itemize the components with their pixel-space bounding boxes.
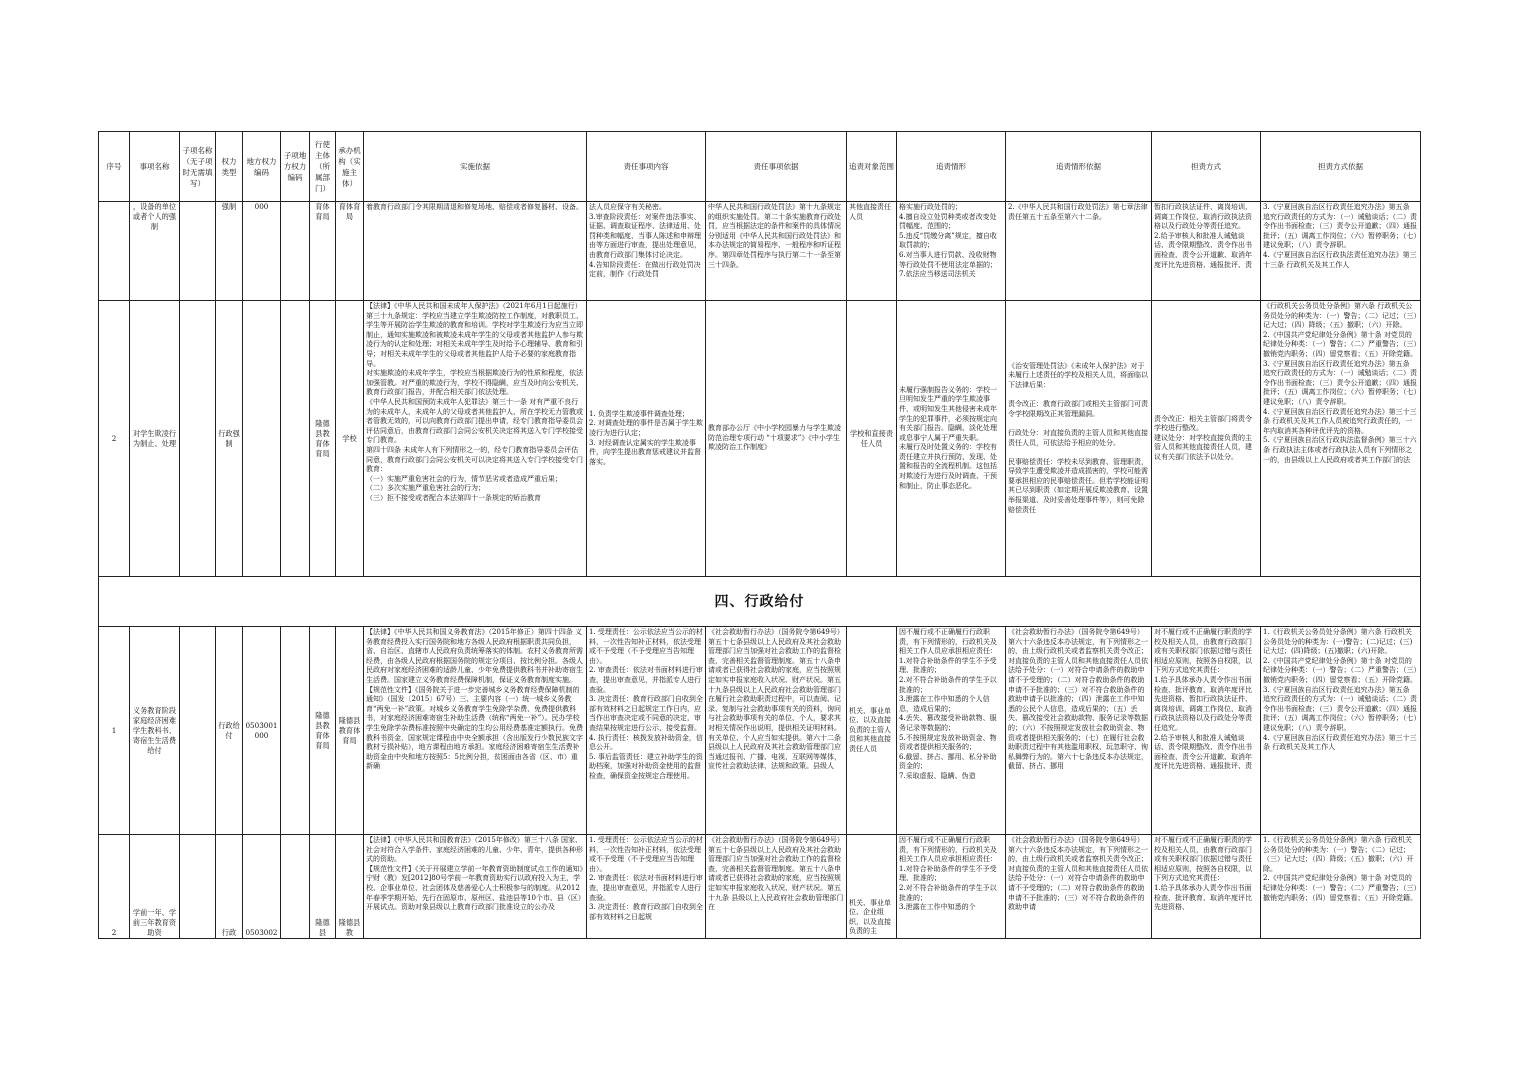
cell-power-type: 行政强制 <box>216 301 243 577</box>
cell-basis <box>364 301 587 577</box>
header-agency: 承办机构（实施主体） <box>336 132 364 202</box>
cell-basis-text: 【法律】《中华人民共和国未成年人保护法》（2021年6月1日起施行）第三十九条规定：学校应当建立学生欺凌防控工作制度，对教职员工、学生等开展防治学生欺凌的教育和培训。学校对学生欺凌行为应当立即制止，通知实施欺凌和被欺凌未成年学生的父母或者其他监护人参与欺凌行为的认定和处理；对相关未成年学生及时给予心理辅导、教育和引导；对相关未成年学生的父母或者其他监护人给予必要的家庭教育指导。 对实施欺凌的未成年学生，学校应当根据欺凌行为的性质和程度，依法加强管教。对严重的欺凌行为，学校不得隐瞒，应当及时向公安机关、教育行政部门报告，并配合相关部门依法处理。 《中华人民共和国预防未成年人犯罪法》第三十一条 对有严重不良行为的未成年人，未成年人的父母或者其他监护人、所在学校无力管教或者管教无效的，可以向教育行政部门提出申请，经专门教育指导委员会评估同意后，由教育行政部门会同公安机关决定将其送入专门学校接受专门教育。 第四十四条 未成年人有下列情形之一的，经专门教育指导委员会评估同意，教育行政部门会同公安机关可以决定将其送入专门学校接受专门教育： （一）实施严重危害社会的行为，情节恶劣或者造成严重后果； （二）多次实施严重危害社会的行为； （三）拒不接受或者配合本法第四十一条规定的矫治教育 <box>366 302 583 502</box>
cell-duty-content <box>587 301 706 577</box>
cell-duty-basis <box>706 301 847 577</box>
cell-situation <box>897 202 1006 301</box>
cell-situation-basis-text: 《治安管理处罚法》《未成年人保护法》对于未履行上述责任的学校及相关人员，将面临以下法律后果： 责令改正：教育行政部门或相关主管部门可责令学校限期改正其管理漏洞。 行政处分：对直接负责的主管人员和其他直接责任人员，可依法给予相应的处分。 民事赔偿责任：学校未尽到教育、管理职责，导致学生遭受欺凌并造成损害的，学校可能需要承担相应的民事赔偿责任。但若学校能证明其已尽到职责（如定期开展反欺凌教育、设置举报渠道、及时妥善处理事件等），则可免除赔偿责任 <box>1008 361 1148 514</box>
cell-basis-text: 【法律】《中华人民共和国义务教育法》（2015年修正）第四十四条 义务教育经费投入实行国务院和地方各级人民政府根据职责共同负担，省、自治区、直辖市人民政府负责统筹落实的体制。农村义务教育所需经费，由各级人民政府根据国务院的规定分项目、按比例分担。各级人民政府对家庭经济困难的适龄儿童、少年免费提供教科书并补助寄宿生生活费。国家建立义务教育经费保障机制，保证义务教育制度实施。 【规范性文件】《国务院关于进一步完善城乡义务教育经费保障机制的通知》（国发〔2015〕67号）三、主要内容（一）统一城乡义务教育“两免一补”政策。对城乡义务教育学生免除学杂费、免费提供教科书，对家庭经济困难寄宿生补助生活费（统称“两免一补”）。民办学校学生免除学杂费标准按照中央确定的生均公用经费基准定额执行。免费教科书资金，国家规定课程由中央全额承担（含出版发行少数民族文字教材亏损补贴），地方课程由地方承担。家庭经济困难寄宿生生活费补助资金由中央和地方按照5：5比例分担，贫困面由各省（区、市）重新确 <box>366 628 583 771</box>
cell-agency: 育体育局 <box>336 202 364 301</box>
cell-duty-content-text: 1. 受理责任：公示依法应当公示的材料，一次性告知补正材料，依法受理或不予受理（不予受理应当告知理由）。 2. 审查责任：依法对书面材料进行审查，提出审查意见，并指派专人进行查验。 3. 决定责任：教育行政部门自收到全部有效材料之日起规定工作日内，应当作出审查决定或不同意的决定，审查结果按规定进行公示，接受监督。 4. 执行责任：核拨发放补助资金，信息公开。 5. 事后监管责任：建立补助学生的资助档案，加强对补助资金使用的监督检查，确保资金按规定合理使用。 <box>589 628 703 780</box>
cell-situation-basis <box>1006 835 1152 939</box>
cell-duty-content-text: 法人员应保守有关秘密。 3.审查阶段责任：对案件违法事实、证据、调查取证程序、法律适用、处罚种类和幅度、当事人陈述和申辩理由等方面进行审查，提出处理意见，由教育行政部门集体讨论决定。 4.告知阶段责任：在做出行政处罚决定前，制作《行政处罚 <box>589 203 701 279</box>
cell-basis-text: 着教育行政部门令其限期清退和修复场地、赔偿或者修复器材、设备。 <box>366 203 583 211</box>
cell-target-text: 机关、事业单位、以及直接负责的主管人员和其他直接责任人员 <box>849 706 891 753</box>
cell-sub-item <box>180 627 216 835</box>
power-list-table <box>98 131 1421 939</box>
header-row <box>99 132 1421 202</box>
header-sub-code: 子项地方权力编码 <box>281 132 310 202</box>
cell-duty-basis-text: 中华人民共和国行政处罚法》第十九条规定的组织实施处罚。第二十条实施教育行政处罚，应当根据法定的条件和案件的具体情况分别适用《中华人民共和国行政处罚法》和本办法规定的简易程序、一般程序和听证程序。第四章处罚程序与执行第二十一条至第三十四条。 <box>708 203 841 269</box>
cell-target <box>847 202 897 301</box>
cell-method <box>1152 202 1261 301</box>
cell-target-text: 机关、事业单位、企业组织，以及直接负责的主 <box>849 898 891 936</box>
cell-seq: 2 <box>99 301 130 577</box>
cell-agency: 学校 <box>336 301 364 577</box>
cell-duty-basis <box>706 202 847 301</box>
cell-sub-code <box>281 202 310 301</box>
cell-method-basis <box>1261 835 1421 939</box>
cell-situation-basis <box>1006 301 1152 577</box>
header-subject: 行使主体（所属部门） <box>310 132 336 202</box>
cell-item-name: 对学生欺凌行为制止、处理 <box>130 301 180 577</box>
cell-method <box>1152 301 1261 577</box>
header-situation-basis: 追责情形依据 <box>1006 132 1152 202</box>
header-duty-content: 责任事项内容 <box>587 132 706 202</box>
cell-subject: 隆德县 <box>310 835 336 939</box>
cell-basis <box>364 835 587 939</box>
cell-duty-basis-text: 《社会救助暂行办法》（国务院令第649号）第五十七条县级以上人民政府及其社会救助管理部门应当加强对社会救助工作的监督检查，完善相关监督管理制度。第五十八条申请或者已获得社会救助的家庭，应当按照规定如实申报家庭收入状况、财产状况。第五十九条县级以上人民政府社会救助管理部门在履行社会救助职责过程中，可以查阅、记录、复制与社会救助事项有关的资料，询问与社会救助事项有关的单位、个人，要求其对相关情况作出说明，提供相关证明材料。有关单位、个人应当如实提供。第六十二条县级以上人民政府及其社会救助管理部门应当通过报刊、广播、电视、互联网等媒体，宣传社会救助法律、法规和政策。县级人 <box>708 628 844 771</box>
cell-situation-text: 因不履行或不正确履行行政职责，有下列情形的，行政机关及相关工作人员应承担相应责任： 1.对符合补助条件的学生不予受理、批准的； 2.对不符合补助条件的学生予以批准的； 3.泄露在工作中知悉的个人信息，造成后果的； 4.丢失、篡改接受补助款物、服务记录等数据的； 5.不按照规定发放补助资金、物资或者提供相关服务的； 6.截留、挤占、挪用、私分补助资金的； 7.采取虚报、隐瞒、伪造 <box>899 628 997 780</box>
cell-method-text: 对不履行或不正确履行职责的学校及相关人员，由教育行政部门或有关职权部门依据过错与责任相适应原则，按照各自权限，以下列方式追究其责任： 1.给予具体承办人责令作出书面检查、批评教育、取消年度评比先进资格、暂扣行政执法证件、离岗培训、调离工作岗位、取消行政执法资格以及行政处分等责任追究。 2.给予审核人和批准人诫勉谈话、责令限期整改、责令作出书面检查、责令公开道歉、取消年度评比先进资格、通报批评、责 <box>1154 628 1252 771</box>
header-situation: 追责情形 <box>897 132 1006 202</box>
cell-sub-code <box>281 627 310 835</box>
cell-subject: 隆德县教育体育局 <box>310 627 336 835</box>
cell-situation-basis <box>1006 202 1152 301</box>
cell-agency: 隆德县教育体育局 <box>336 627 364 835</box>
cell-subject: 育体育局 <box>310 202 336 301</box>
cell-seq: 2 <box>99 835 130 939</box>
cell-method <box>1152 835 1261 939</box>
cell-situation <box>897 627 1006 835</box>
cell-sub-code <box>281 301 310 577</box>
cell-local-code <box>243 301 281 577</box>
cell-method-basis <box>1261 202 1421 301</box>
cell-target <box>847 835 897 939</box>
cell-seq: 1 <box>99 627 130 835</box>
cell-method-text: 责令改正：相关主管部门将责令学校进行整改。 建议处分：对学校直接负责的主管人员和其他直接责任人员，建议有关部门依法予以处分。 <box>1154 414 1252 461</box>
cell-local-code: 0503002 <box>243 835 281 939</box>
cell-duty-content-text: 1. 负责学生欺凌事件调查处理； 2. 对调查处理的事件是否属于学生欺凌行为进行认定； 3. 对经调查认定属实的学生欺凌事件，向学生提出教育惩戒建议并监督落实。 <box>589 409 703 466</box>
cell-seq <box>99 202 130 301</box>
cell-basis-text: 【法律】《中华人民共和国教育法》（2015年修改）第三十八条 国家、社会对符合入学条件、家庭经济困难的儿童、少年、青年，提供各种形式的资助。 【规范性文件】《关于开展建立学前一年教育资助制度试点工作的通知》宁财（教）发[2012]80号学前一年教育资助实行以政府投入为主，学校、企事业单位、社会团体及慈善爱心人士积极参与的制度。从2012年春季学期开始，先行在固原市、原州区、盐池县等10个市、县（区）开展试点。资助对象县级以上教育行政部门批准设立的公办及 <box>366 836 583 912</box>
cell-method-basis <box>1261 301 1421 577</box>
cell-situation-basis-text: 《社会救助暂行办法》（国务院令第649号）第六十六条违反本办法规定，有下列情形之一的，由上级行政机关或者监察机关责令改正；对直接负责的主管人员和其他直接责任人员依法给予处分：（一）对符合申请条件的救助申请不予受理的；（二）对符合救助条件的救助申请不予批准的；（三）对不符合救助条件的救助申请 <box>1008 836 1148 912</box>
cell-situation-text: 因不履行或不正确履行行政职责，有下列情形的，行政机关及相关工作人员应承担相应责任： 1.对符合补助条件的学生不予受理、批准的； 2.对不符合补助条件的学生予以批准的； 3.泄露在工作中知悉的个 <box>899 836 997 912</box>
cell-power-type: 行政给付 <box>216 627 243 835</box>
cell-method-text: 对不履行或不正确履行职责的学校及相关人员，由教育行政部门或有关职权部门依据过错与责任相适应原则，按照各自权限，以下列方式追究其责任： 1.给予具体承办人责令作出书面检查、批评教育、取消年度评比先进资格、 <box>1154 836 1252 912</box>
header-target: 追责对象范围 <box>847 132 897 202</box>
cell-duty-content <box>587 627 706 835</box>
cell-sub-code <box>281 835 310 939</box>
header-method-basis: 担责方式依据 <box>1261 132 1421 202</box>
cell-duty-basis <box>706 835 847 939</box>
cell-basis <box>364 627 587 835</box>
table-row <box>99 301 1421 577</box>
cell-duty-basis <box>706 627 847 835</box>
table-row <box>99 835 1421 939</box>
cell-item-name: ，设备的单位或者个人的强制 <box>130 202 180 301</box>
cell-method <box>1152 627 1261 835</box>
cell-item-name: 学前一年、学前三年教育资助资 <box>130 835 180 939</box>
table-row <box>99 627 1421 835</box>
header-basis: 实施依据 <box>364 132 587 202</box>
cell-local-code: 0503001000 <box>243 627 281 835</box>
header-seq: 序号 <box>99 132 130 202</box>
cell-target-text: 其他直接责任人员 <box>849 203 891 221</box>
cell-subject: 隆德县教育体育局 <box>310 301 336 577</box>
cell-situation <box>897 301 1006 577</box>
cell-method-basis-text: 3.《宁夏回族自治区行政责任追究办法》第五条 追究行政责任的方式为：（一）诫勉谈话；（二）责令作出书面检查；（三）责令公开道歉；（四）通报批评；（五）调离工作岗位；（六）暂停职务；（七）建议免职；（八）责令辞职。 4.《宁夏回族自治区行政执法责任追究办法》第三十三条 行政机关及其工作人 <box>1263 203 1417 269</box>
cell-duty-basis-text: 《社会救助暂行办法》（国务院令第649号）第五十七条县级以上人民政府及其社会救助管理部门应当加强对社会救助工作的监督检查，完善相关监督管理制度。第五十八条申请或者已获得社会救助的家庭，应当按照规定如实申报家庭收入状况、财产状况。第五十九条 县级以上人民政府社会救助管理部门在 <box>708 836 844 912</box>
cell-power-type: 强制 <box>216 202 243 301</box>
header-item-name: 事项名称 <box>130 132 180 202</box>
cell-situation-text: 格实施行政处罚的； 4.擅自设立处罚种类或者改变处罚幅度、范围的； 5.违反“罚缴分离”规定，擅自收取罚款的； 6.对当事人进行罚款、没收财物等行政处罚不使用法定单据的； 7.依法应当移送司法机关 <box>899 203 997 279</box>
cell-duty-basis-text: 教育部办公厅《中小学校园暴力与学生欺凌防范治理专项行动 “十项要求”》《中小学生欺凌防治工作制度》 <box>708 424 841 452</box>
section-title: 四、行政给付 <box>99 577 1421 627</box>
cell-duty-content <box>587 202 706 301</box>
cell-method-basis-text: 1.《行政机关公务员处分条例》第六条 行政机关公务员处分的种类为：(一)警告；(二)记过；(三)记大过；(四)降级；(五)撤职；(六)开除。 2.《中国共产党纪律处分条例》第十条 对党员的纪律处分种类：（一）警告；（二）严重警告；（三）撤销党内职务；（四）留党察看；（五）开除党籍。 3.《宁夏回族自治区行政责任追究办法》第五条 追究行政责任的方式为：（一）诫勉谈话；（二）责令作出书面检查；（三）责令公开道歉；（四）通报批评；（五）调离工作岗位；（六）暂停职务；（七）建议免职；（八）责令辞职。 4.《宁夏回族自治区行政责任追究办法》第三十三条 行政机关及其工作人 <box>1263 628 1417 752</box>
cell-method-basis <box>1261 627 1421 835</box>
section-row <box>99 577 1421 627</box>
cell-duty-content <box>587 835 706 939</box>
cell-agency: 隆德县教 <box>336 835 364 939</box>
cell-target: 学校和直接责任人员 <box>847 301 897 577</box>
cell-basis <box>364 202 587 301</box>
cell-sub-item <box>180 301 216 577</box>
header-sub-item: 子项名称（无子项时无需填写） <box>180 132 216 202</box>
table-row <box>99 202 1421 301</box>
cell-situation-text: 未履行强制报告义务的：学校一旦明知发生严重的学生欺凌事件，或明知发生其他侵害未成年学生的犯罪事件，必须按规定向有关部门报告。隐瞒、淡化处理或息事宁人属于严重失职。 未履行及时处置义务的：学校有责任建立并执行预防、发现、处置和报告的全流程机制。这包括对欺凌行为进行及时调查、干预和制止，防止事态恶化。 <box>899 385 997 490</box>
header-method: 担责方式 <box>1152 132 1261 202</box>
cell-sub-item <box>180 835 216 939</box>
cell-target <box>847 627 897 835</box>
header-power-type: 权力类型 <box>216 132 243 202</box>
header-local-code: 地方权力编码 <box>243 132 281 202</box>
cell-local-code: 000 <box>243 202 281 301</box>
cell-power-type: 行政 <box>216 835 243 939</box>
cell-situation <box>897 835 1006 939</box>
cell-situation-basis-text: 2.《中华人民共和国行政处罚法》第七章法律责任第五十五条至第六十二条。 <box>1008 203 1148 221</box>
cell-item-name: 义务教育阶段家庭经济困难学生教科书、寄宿生生活费给付 <box>130 627 180 835</box>
cell-method-text: 暂扣行政执法证件、离岗培训、调离工作岗位、取消行政执法资格以及行政处分等责任追究。 2.给予审核人和批准人诫勉谈话、责令限期整改、责令作出书面检查、责令公开道歉、取消年度评比先进资格、通报批评、责 <box>1154 203 1252 269</box>
cell-duty-content-text: 1. 受理责任：公示依法应当公示的材料，一次性告知补正材料，依法受理或不予受理（不予受理应当告知理由）。 2. 审查责任：依法对书面材料进行审查，提出审查意见，并指派专人进行查验。 3. 决定责任：教育行政部门自收到全部有效材料之日起规 <box>589 836 703 921</box>
cell-method-basis-text: 1.《行政机关公务员处分条例》第六条 行政机关公务员处分的种类为：（一）警告；（二）记过；（三）记大过；（四）降级；（五）撤职；（六）开除。 2.《中国共产党纪律处分条例》第十条 对党员的纪律处分种类：（一）警告；（二）严重警告；（三）撤销党内职务；（四）留党察看；（五）开除党籍。 <box>1263 836 1417 902</box>
cell-situation-basis-text: 《社会救助暂行办法》（国务院令第649号）第六十六条违反本办法规定，有下列情形之一的，由上级行政机关或者监察机关责令改正；对直接负责的主管人员和其他直接责任人员依法给予处分：（一）对符合申请条件的救助申请不予受理的；（二）对符合救助条件的救助申请不予批准的；（三）对不符合救助条件的救助申请予以批准的；（四）泄露在工作中知悉的公民个人信息，造成后果的；（五）丢失、篡改接受社会救助款物、服务记录等数据的；（六）不按照规定发放社会救助资金、物资或者提供相关服务的；（七）在履行社会救助职责过程中有其他滥用职权、玩忽职守、徇私舞弊行为的。第六十七条违反本办法规定，截留、挤占、挪用 <box>1008 628 1148 771</box>
header-duty-basis: 责任事项依据 <box>706 132 847 202</box>
cell-sub-item <box>180 202 216 301</box>
cell-situation-basis <box>1006 627 1152 835</box>
cell-method-basis-text: 《行政机关公务员处分条例》第六条 行政机关公务员处分的种类为：（一）警告；（二）记过；（三）记大过；（四）降级；（五）撤职；（六）开除。 2.《中国共产党纪律处分条例》第十条 对党员的纪律处分种类：（一）警告；（二）严重警告；（三）撤销党内职务；（四）留党察看；（五）开除党籍。 3.《宁夏回族自治区行政责任追究办法》第五条 追究行政责任的方式为：（一）诫勉谈话；（二）责令作出书面检查；（三）责令公开道歉；（四）通报批评；（五）调离工作岗位；（六）暂停职务；（七）建议免职；（八）责令辞职。 4.《宁夏回族自治区行政责任追究办法》第三十三条 行政机关及其工作人员被追究行政责任的，一年内取消其各种评优评先的资格。 5.《宁夏回族自治区行政执法监督条例》第三十六条 行政执法主体或者行政执法人员有下列情形之一的，由县级以上人民政府或者其工作部门的法 <box>1263 302 1417 464</box>
